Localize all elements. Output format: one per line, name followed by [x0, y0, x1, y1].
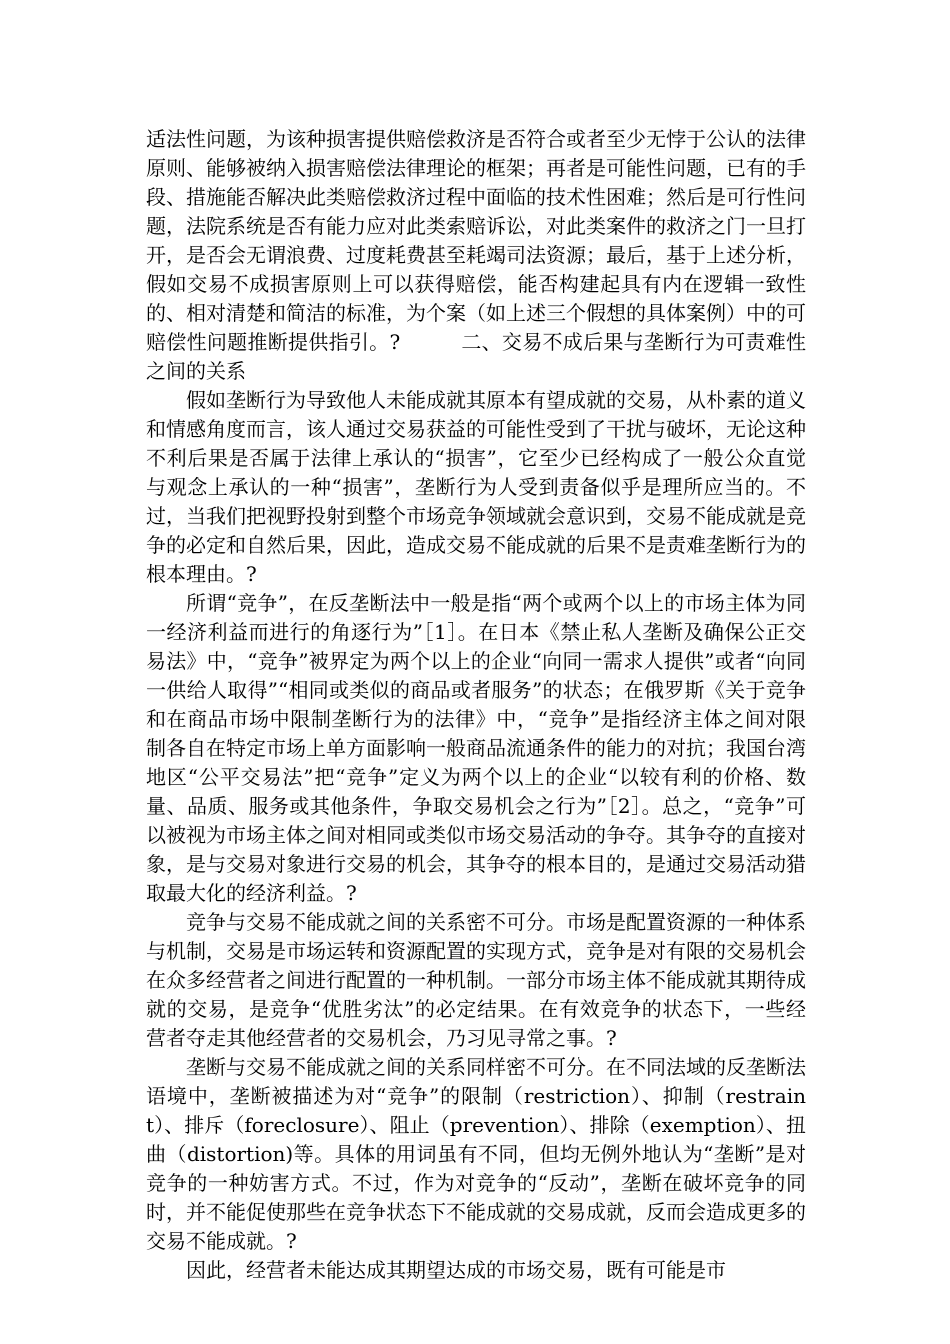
- paragraph-4: 竞争与交易不能成就之间的关系密不可分。市场是配置资源的一种体系与机制，交易是市场运转和资源配置的实现方式，竞争是对有限的交易机会在众多经营者之间进行配置的一种机制。一部分市场主体不能成就其期待成就的交易，是竞争“优胜劣汰”的必定结果。在有效竞争的状态下，一些经营者夺走其他经营者的交易机会，乃习见寻常之事。?: [146, 910, 806, 1050]
- paragraph-3: 所谓“竞争”，在反垄断法中一般是指“两个或两个以上的市场主体为同一经济利益而进行的角逐行为”［1］。在日本《禁止私人垄断及确保公正交易法》中，“竞争”被界定为两个以上的企业“向同一需求人提供”或者“向同一供给人取得”“相同或类似的商品或者服务”的状态；在俄罗斯《关于竞争和在商品市场中限制垄断行为的法律》中，“竞争”是指经济主体之间对限制各自在特定市场上单方面影响一般商品流通条件的能力的对抗；我国台湾地区“公平交易法”把“竞争”定义为两个以上的企业“以较有利的价格、数量、品质、服务或其他条件，争取交易机会之行为”［2］。总之，“竞争”可以被视为市场主体之间对相同或类似市场交易活动的争夺。其争夺的直接对象，是与交易对象进行交易的机会，其争夺的根本目的，是通过交易活动猎取最大化的经济利益。?: [146, 591, 806, 905]
- document-body: [146, 125, 806, 1285]
- paragraph-1: 适法性问题，为该种损害提供赔偿救济是否符合或者至少无悖于公认的法律原则、能够被纳入损害赔偿法律理论的框架；再者是可能性问题，已有的手段、措施能否解决此类赔偿救济过程中面临的技术性困难；然后是可行性问题，法院系统是否有能力应对此类索赔诉讼，对此类案件的救济之门一旦打开，是否会无谓浪费、过度耗费甚至耗竭司法资源；最后，基于上述分析，假如交易不成损害原则上可以获得赔偿，能否构建起具有内在逻辑一致性的、相对清楚和简洁的标准，为个案（如上述三个假想的具体案例）中的可赔偿性问题推断提供指引。? 二、交易不成后果与垄断行为可责难性之间的关系: [146, 127, 806, 383]
- paragraph-6: 因此，经营者未能达成其期望达成的市场交易，既有可能是市: [186, 1258, 726, 1282]
- paragraph-2: 假如垄断行为导致他人未能成就其原本有望成就的交易，从朴素的道义和情感角度而言，该人通过交易获益的可能性受到了干扰与破坏，无论这种不利后果是否属于法律上承认的“损害”，它至少已经构成了一般公众直觉与观念上承认的一种“损害”，垄断行为人受到责备似乎是理所应当的。不过，当我们把视野投射到整个市场竞争领域就会意识到，交易不能成就是竞争的必定和自然后果，因此，造成交易不能成就的后果不是责难垄断行为的根本理由。?: [146, 388, 806, 586]
- paragraph-5: 垄断与交易不能成就之间的关系同样密不可分。在不同法域的反垄断法语境中，垄断被描述为对“竞争”的限制（restriction）、抑制（restraint）、排斥（foreclosure）、阻止（prevention）、排除（exemption）、扭曲（distortion)等。具体的用词虽有不同，但均无例外地认为“垄断”是对竞争的一种妨害方式。不过，作为对竞争的“反动”，垄断在破坏竞争的同时，并不能促使那些在竞争状态下不能成就的交易成就，反而会造成更多的交易不能成就。?: [146, 1055, 806, 1253]
